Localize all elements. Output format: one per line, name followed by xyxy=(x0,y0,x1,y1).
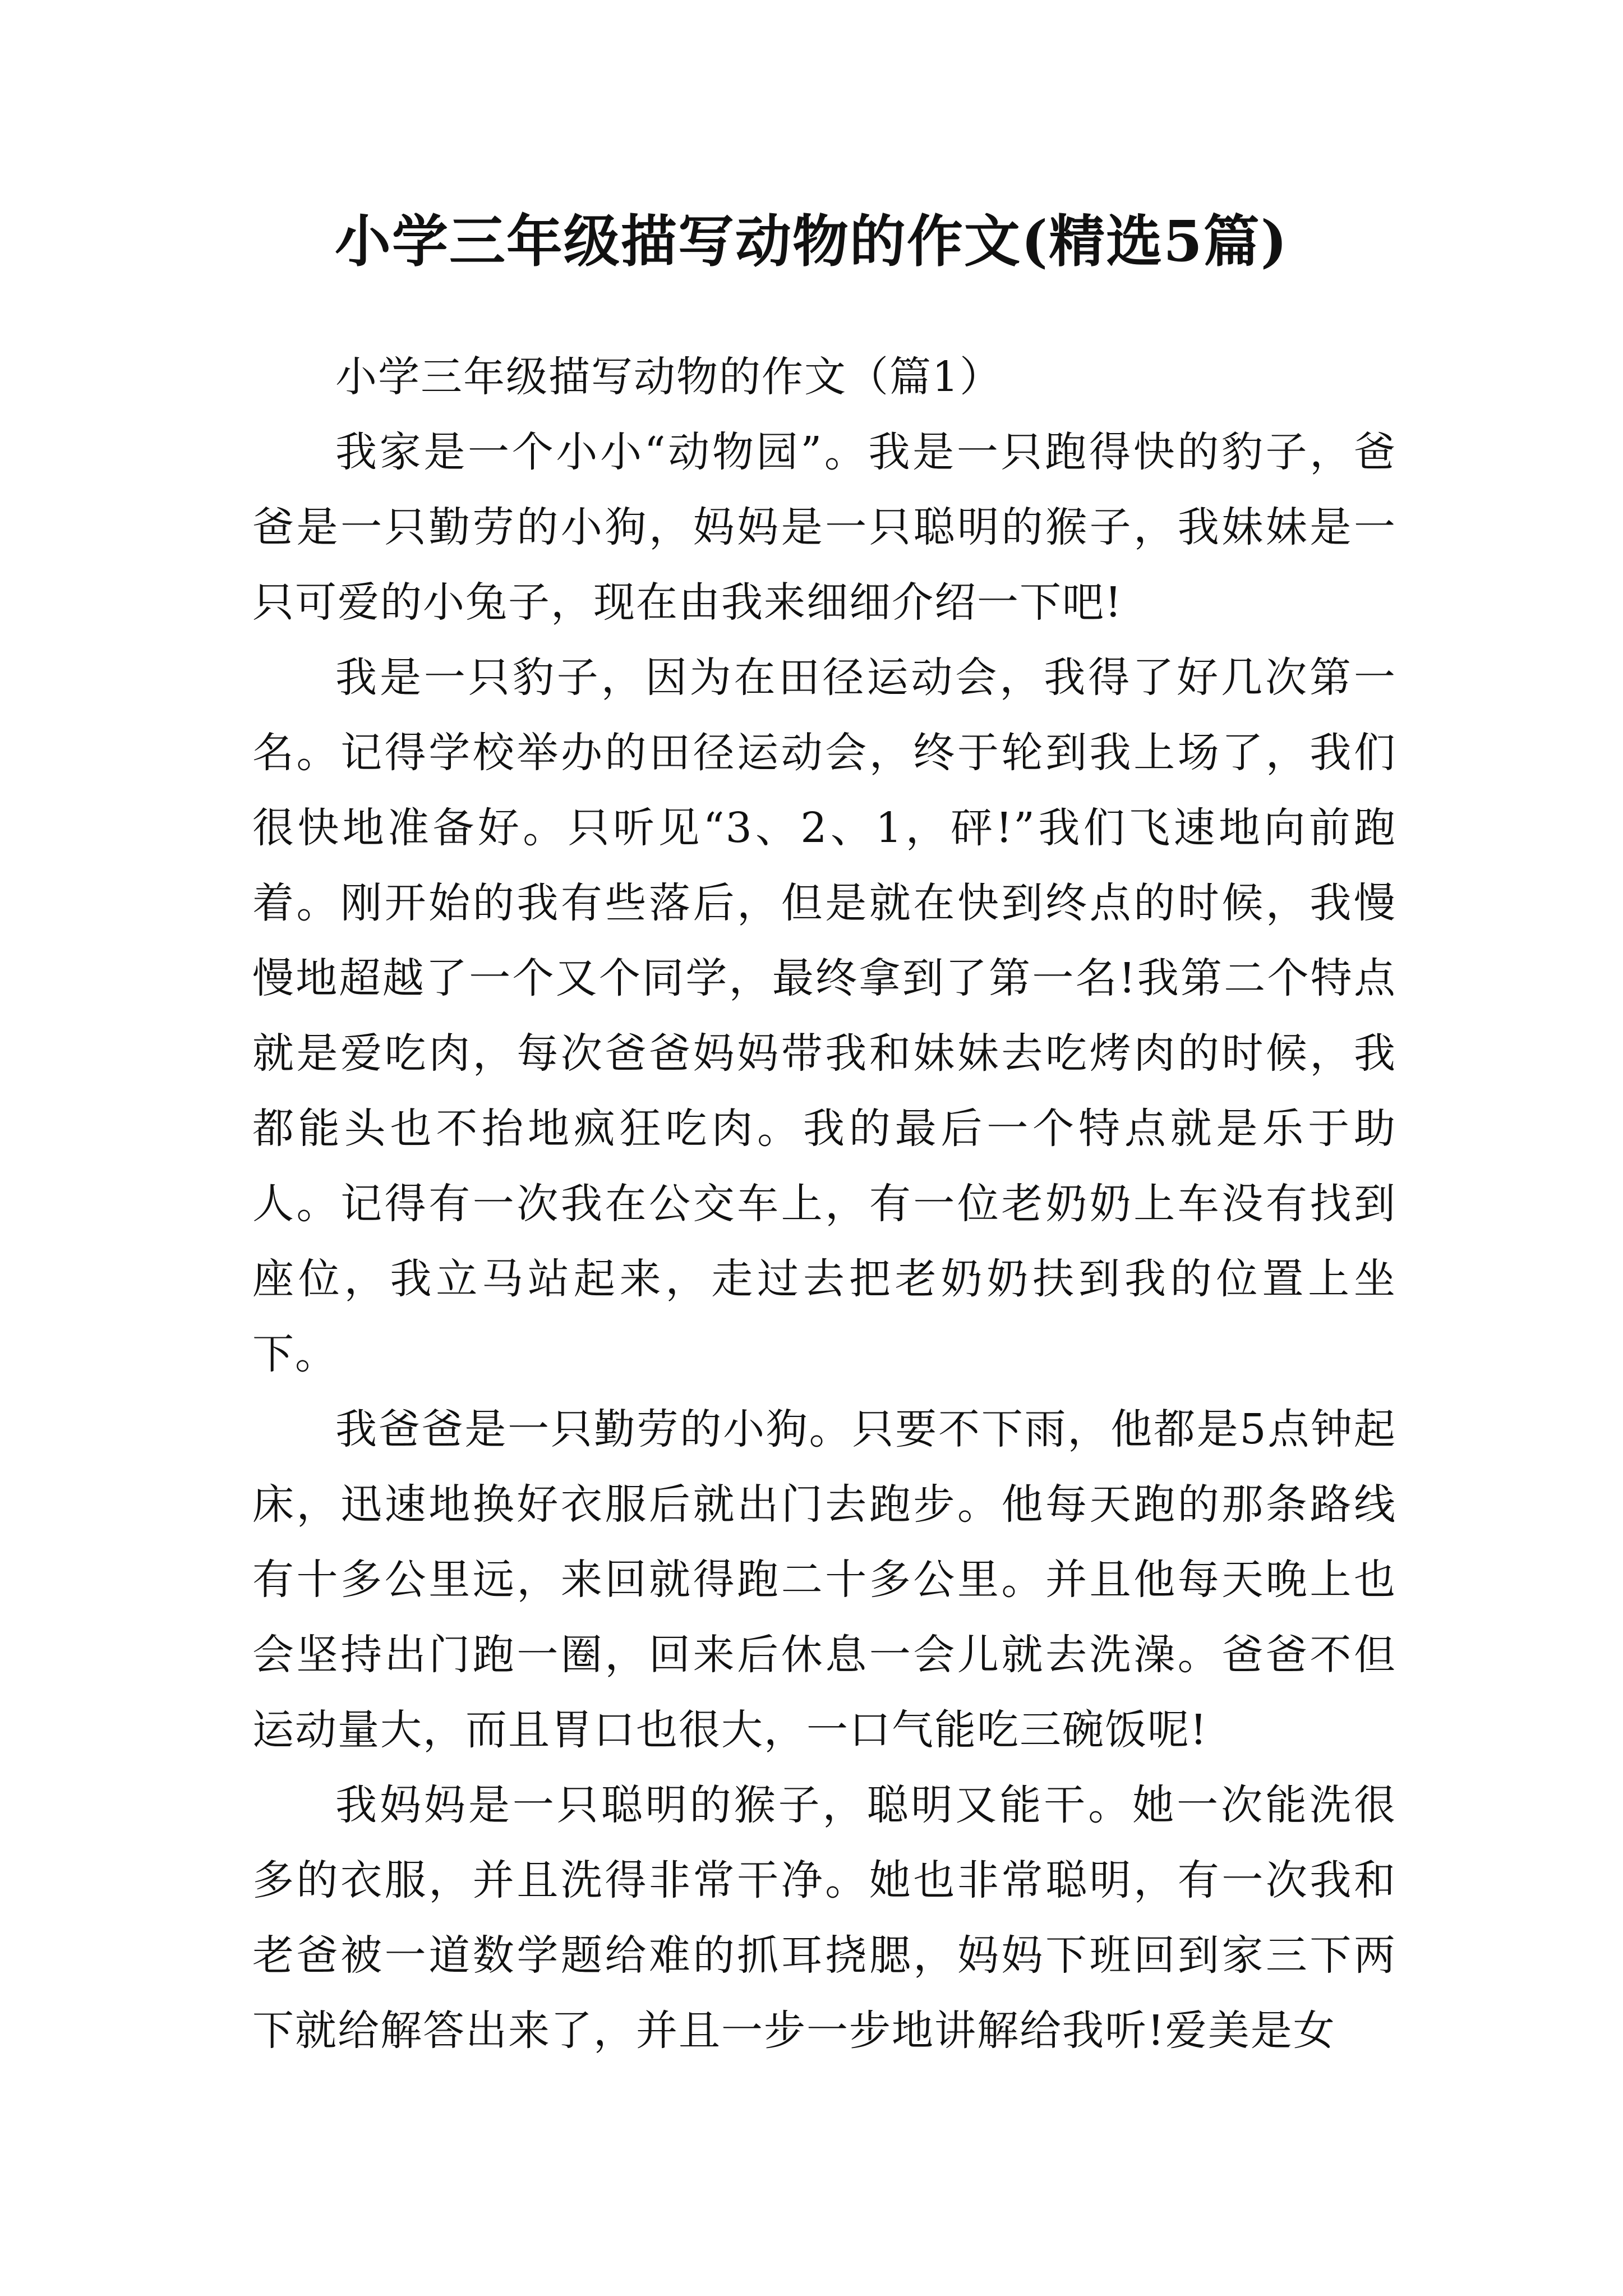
section-heading: 小学三年级描写动物的作文（篇1） xyxy=(335,353,1003,401)
document-body xyxy=(252,339,1396,2068)
paragraph: 我家是一个小小“动物园”。我是一只跑得快的豹子，爸爸是一只勤劳的小狗，妈妈是一只聪明的猴子，我妹妹是一只可爱的小兔子，现在由我来细细介绍一下吧! xyxy=(252,428,1396,627)
document-title: 小学三年级描写动物的作文(精选5篇) xyxy=(334,208,1289,274)
paragraph: 我是一只豹子，因为在田径运动会，我得了好几次第一名。记得学校举办的田径运动会，终于轮到我上场了，我们很快地准备好。只听见“3、2、1，砰!”我们飞速地向前跑着。刚开始的我有些落后，但是就在快到终点的时候，我慢慢地超越了一个又个同学，最终拿到了第一名!我第二个特点就是爱吃肉，每次爸爸妈妈带我和妹妹去吃烤肉的时候，我都能头也不抬地疯狂吃肉。我的最后一个特点就是乐于助人。记得有一次我在公交车上，有一位老奶奶上车没有找到座位，我立马站起来，走过去把老奶奶扶到我的位置上坐下。 xyxy=(252,654,1396,1378)
paragraph: 我爸爸是一只勤劳的小狗。只要不下雨，他都是5点钟起床，迅速地换好衣服后就出门去跑步。他每天跑的那条路线有十多公里远，来回就得跑二十多公里。并且他每天晚上也会坚持出门跑一圈，回来后休息一会儿就去洗澡。爸爸不但运动量大，而且胃口也很大，一口气能吃三碗饭呢! xyxy=(252,1405,1396,1754)
paragraph: 我妈妈是一只聪明的猴子，聪明又能干。她一次能洗很多的衣服，并且洗得非常干净。她也非常聪明，有一次我和老爸被一道数学题给难的抓耳挠腮，妈妈下班回到家三下两下就给解答出来了，并且一步一步地讲解给我听!爱美是女 xyxy=(252,1781,1396,2055)
